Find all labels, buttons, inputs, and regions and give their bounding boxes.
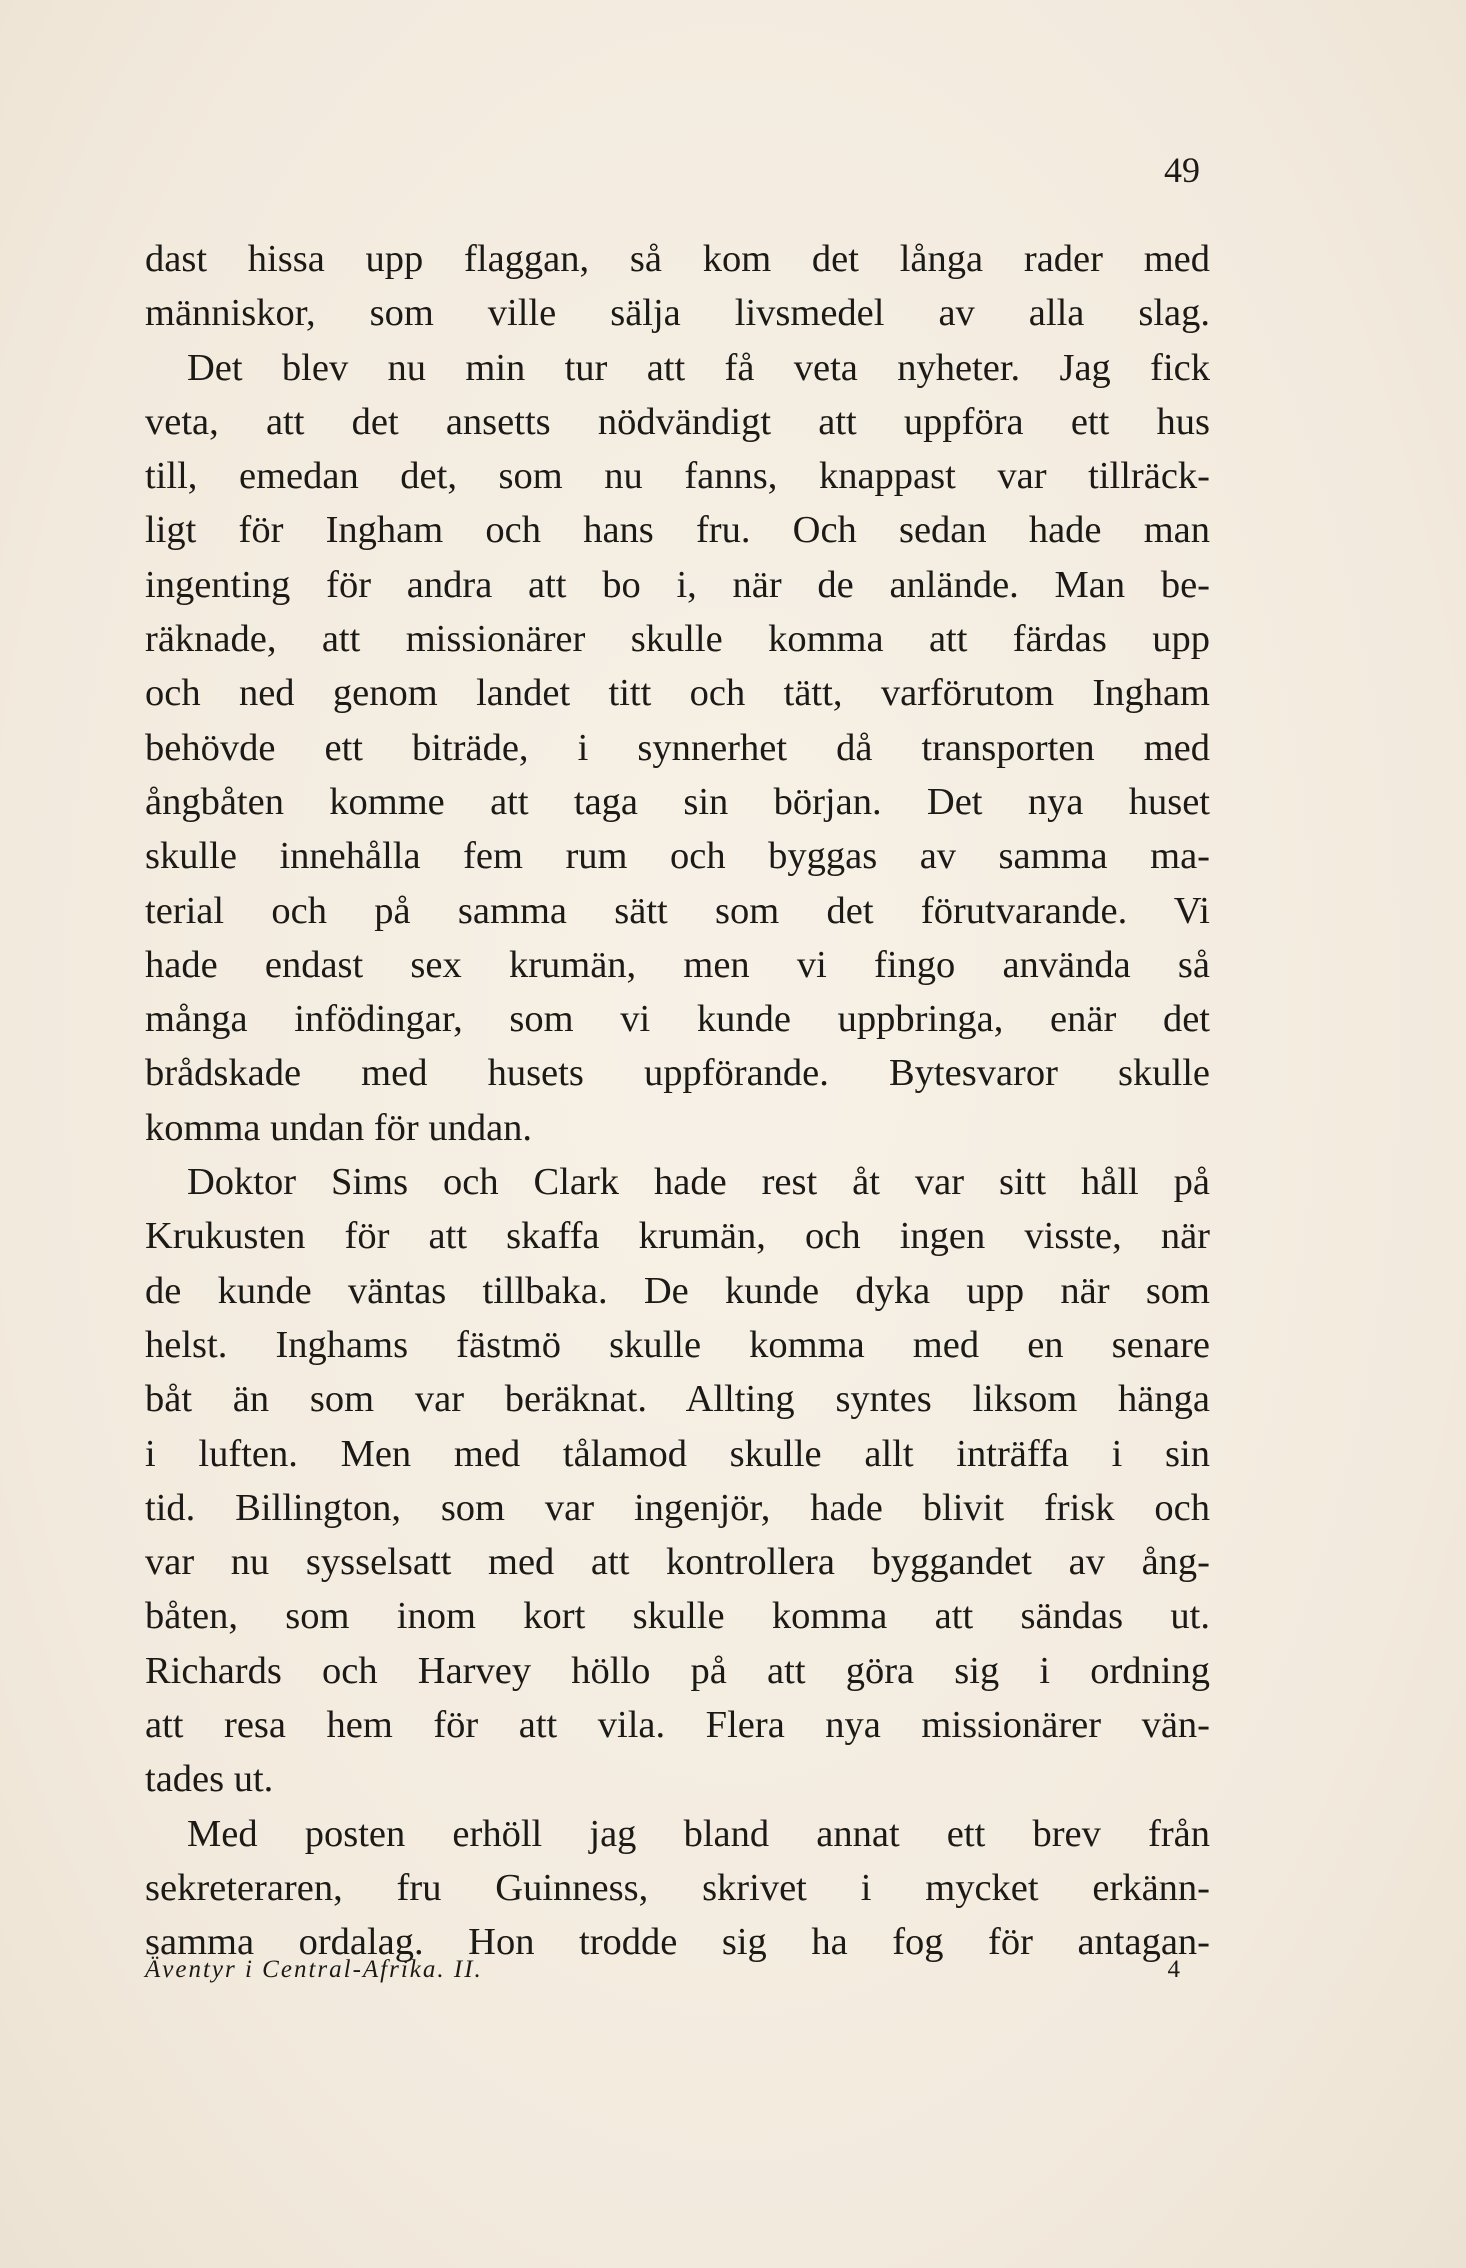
text-line: dast hissa upp flaggan, så kom det långa rader med [145,238,1210,280]
text-line: och ned genom landet titt och tätt, varförutom Ingham [145,672,1210,715]
text-line: båt än som var beräknat. Allting syntes liksom hänga [145,1378,1210,1421]
body-text [145,232,1210,1970]
text-line: skulle innehålla fem rum och byggas av samma ma- [145,835,1210,878]
text-line: Med posten erhöll jag bland annat ett brev från [187,1812,1210,1855]
text-line: båten, som inom kort skulle komma att sändas ut. [145,1595,1210,1638]
text-line: många infödingar, som vi kunde uppbringa, enär det [145,998,1210,1041]
text-line: terial och på samma sätt som det förutvarande. Vi [145,889,1210,932]
text-line: ligt för Ingham och hans fru. Och sedan hade man [145,509,1210,552]
text-line: ångbåten komme att taga sin början. Det nya huset [145,780,1210,823]
text-line: i luften. Men med tålamod skulle allt inträffa i sin [145,1432,1210,1475]
signature-mark: 4 [1167,1956,1180,1983]
text-line: räknade, att missionärer skulle komma att färdas upp [145,618,1210,661]
text-line: tades ut. [145,1758,274,1801]
text-line: tid. Billington, som var ingenjör, hade blivit frisk och [145,1486,1210,1529]
text-line: att resa hem för att vila. Flera nya missionärer vän- [145,1704,1210,1747]
text-line: veta, att det ansetts nödvändigt att uppföra ett hus [145,400,1210,443]
text-line: behövde ett biträde, i synnerhet då transporten med [145,726,1210,769]
text-line: hade endast sex krumän, men vi fingo använda så [145,943,1210,986]
text-line: Richards och Harvey höllo på att göra sig i ordning [145,1649,1210,1692]
text-line: de kunde väntas tillbaka. De kunde dyka upp när som [145,1269,1210,1312]
text-line: brådskade med husets uppförande. Bytesvaror skulle [145,1052,1210,1095]
text-line: samma ordalag. Hon trodde sig ha fog för antagan- [145,1921,1210,1964]
text-line: sekreteraren, fru Guinness, skrivet i mycket erkänn- [145,1866,1210,1909]
text-line: Krukusten för att skaffa krumän, och ingen visste, när [145,1215,1210,1258]
page-number: 49 [1164,150,1200,190]
text-line: Det blev nu min tur att få veta nyheter. Jag fick [187,346,1210,389]
book-title-footer: Äventyr i Central-Afrika. II. [145,1956,483,1983]
page-footer [145,1950,1180,1990]
text-line: Doktor Sims och Clark hade rest åt var sitt håll på [187,1161,1210,1204]
text-line: var nu sysselsatt med att kontrollera byggandet av ång- [145,1541,1210,1584]
text-line: till, emedan det, som nu fanns, knappast var tillräck- [145,455,1210,498]
text-line: helst. Inghams fästmö skulle komma med en senare [145,1323,1210,1366]
text-line: komma undan för undan. [145,1106,533,1149]
text-line: ingenting för andra att bo i, när de anlände. Man be- [145,563,1210,606]
text-line: människor, som ville sälja livsmedel av alla slag. [145,292,1210,335]
